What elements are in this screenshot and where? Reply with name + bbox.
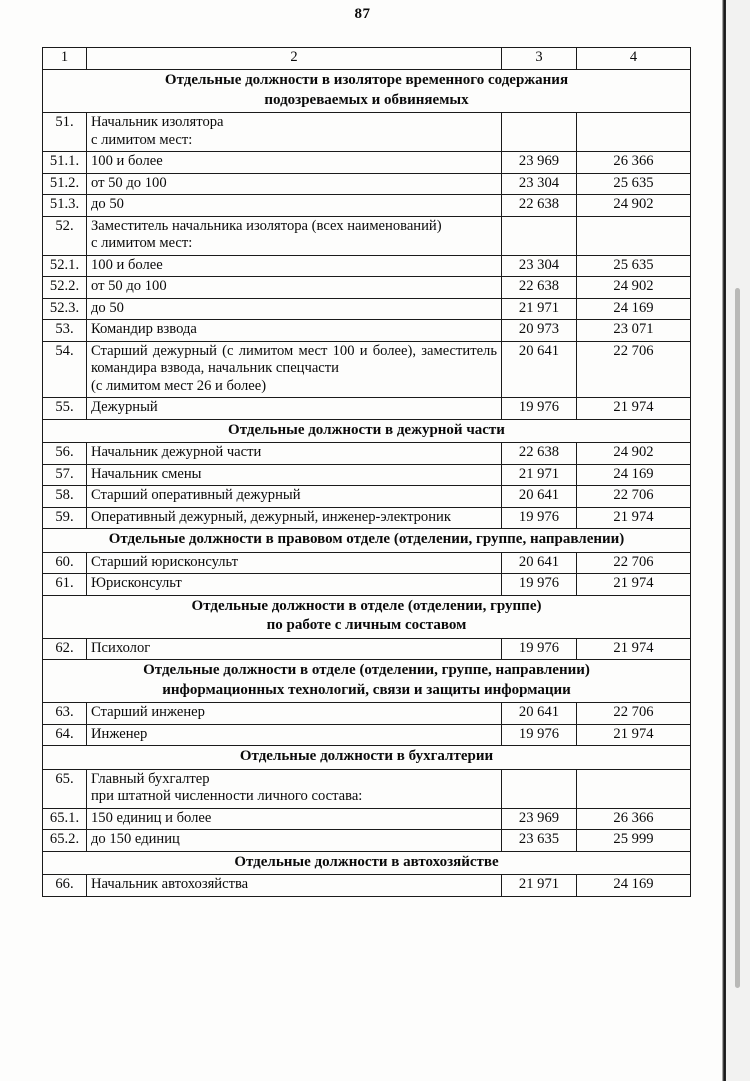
salary-table-body (43, 48, 691, 897)
row-number: 56. (43, 443, 87, 465)
salary-col4: 22 706 (577, 552, 691, 574)
position-title (87, 464, 502, 486)
position-title (87, 298, 502, 320)
position-title-line: 100 и более (91, 153, 163, 169)
salary-col4: 24 902 (577, 277, 691, 299)
section-header-row (43, 529, 691, 553)
position-title-line: 100 и более (91, 256, 163, 273)
section-header-row (43, 595, 691, 638)
salary-col3: 21 971 (502, 464, 577, 486)
position-title-line: Психолог (91, 639, 151, 656)
section-header-line: по работе с личным составом (266, 617, 467, 633)
salary-col4: 21 974 (577, 638, 691, 660)
position-title-line: Юрисконсульт (91, 575, 182, 591)
table-row (43, 113, 691, 152)
salary-col3: 19 976 (502, 724, 577, 746)
section-header-line: подозреваемых и обвиняемых (264, 91, 469, 108)
salary-col3 (502, 216, 577, 255)
table-row (43, 216, 691, 255)
row-number: 51.2. (43, 173, 87, 195)
position-title-line: Дежурный (91, 399, 158, 415)
salary-col4: 23 071 (577, 320, 691, 342)
salary-col3: 20 641 (502, 341, 577, 398)
salary-col3: 22 638 (502, 443, 577, 465)
section-header-text (43, 70, 691, 113)
salary-col4: 21 974 (577, 724, 691, 746)
section-header-line: Отдельные должности в автохозяйстве (234, 853, 499, 870)
row-number: 53. (43, 320, 87, 342)
position-title-line: Оперативный дежурный, дежурный, инженер-электроник (91, 508, 451, 525)
salary-col3: 19 976 (502, 574, 577, 596)
section-header-text (43, 419, 691, 443)
row-number: 51. (43, 113, 87, 152)
salary-col4: 25 635 (577, 255, 691, 277)
section-header-line: Отдельные должности в изоляторе временного содержания (164, 72, 569, 88)
section-header-line: информационных технологий, связи и защиты информации (162, 681, 571, 698)
section-header-row (43, 851, 691, 875)
position-title-line: Инженер (91, 725, 148, 742)
salary-col4: 24 169 (577, 298, 691, 320)
position-title-line: при штатной численности личного состава: (91, 788, 363, 804)
row-number: 51.1. (43, 152, 87, 174)
position-title-line: Начальник дежурной части (91, 444, 262, 460)
table-row (43, 507, 691, 529)
table-row (43, 724, 691, 746)
salary-col4: 22 706 (577, 486, 691, 508)
salary-col4: 21 974 (577, 574, 691, 596)
salary-col3: 23 304 (502, 255, 577, 277)
salary-table (42, 47, 691, 897)
position-title-line: Заместитель начальника изолятора (всех наименований) (91, 217, 442, 234)
position-title (87, 255, 502, 277)
position-title (87, 216, 502, 255)
position-title-line: Начальник смены (91, 465, 202, 482)
row-number: 63. (43, 703, 87, 725)
row-number: 65.2. (43, 830, 87, 852)
table-row (43, 298, 691, 320)
salary-col3: 19 976 (502, 398, 577, 420)
column-number-2: 2 (87, 48, 502, 70)
position-title-line: Старший инженер (91, 704, 205, 720)
position-title (87, 443, 502, 465)
table-row (43, 341, 691, 398)
position-title (87, 341, 502, 398)
table-column-number-row (43, 48, 691, 70)
table-row (43, 398, 691, 420)
position-title (87, 724, 502, 746)
position-title-line: Начальник автохозяйства (91, 876, 249, 892)
column-number-3: 3 (502, 48, 577, 70)
salary-col4: 24 169 (577, 875, 691, 897)
salary-col3: 20 641 (502, 552, 577, 574)
section-header-row (43, 660, 691, 703)
scan-edge-artifact (722, 0, 726, 1081)
salary-col3: 19 976 (502, 638, 577, 660)
section-header-line: Отдельные должности в бухгалтерии (239, 748, 494, 764)
section-header-text (43, 746, 691, 770)
row-number: 66. (43, 875, 87, 897)
row-number: 65.1. (43, 808, 87, 830)
salary-col3: 23 969 (502, 152, 577, 174)
position-title (87, 875, 502, 897)
salary-col4: 21 974 (577, 398, 691, 420)
position-title (87, 638, 502, 660)
row-number: 57. (43, 464, 87, 486)
salary-col3: 22 638 (502, 195, 577, 217)
table-row (43, 443, 691, 465)
section-header-line: Отдельные должности в дежурной части (228, 421, 505, 438)
position-title-line: до 50 (91, 299, 124, 316)
position-title (87, 830, 502, 852)
position-title (87, 398, 502, 420)
row-number: 52. (43, 216, 87, 255)
salary-col3 (502, 769, 577, 808)
salary-col4: 24 169 (577, 464, 691, 486)
salary-col4: 24 902 (577, 195, 691, 217)
position-title-line: Старший юрисконсульт (91, 553, 239, 570)
salary-col3: 21 971 (502, 875, 577, 897)
position-title-line: Старший дежурный (с лимитом мест 100 и более), заместитель командира взвода, начальник спецчасти (91, 342, 497, 376)
salary-col3: 21 971 (502, 298, 577, 320)
position-title-line: от 50 до 100 (91, 174, 167, 191)
position-title-line: 150 единиц и более (91, 809, 212, 826)
position-title (87, 152, 502, 174)
row-number: 62. (43, 638, 87, 660)
salary-col4 (577, 113, 691, 152)
section-header-line: Отдельные должности в правовом отделе (отделении, группе, направлении) (108, 531, 625, 547)
salary-col3: 20 641 (502, 486, 577, 508)
section-header-text (43, 660, 691, 703)
table-row (43, 486, 691, 508)
position-title-line: до 50 (91, 196, 124, 212)
salary-col3: 19 976 (502, 507, 577, 529)
table-row (43, 277, 691, 299)
position-title-line: с лимитом мест: (91, 235, 193, 251)
salary-col4: 24 902 (577, 443, 691, 465)
column-number-4: 4 (577, 48, 691, 70)
position-title (87, 703, 502, 725)
table-row (43, 552, 691, 574)
row-number: 52.3. (43, 298, 87, 320)
position-title-line: Главный бухгалтер (91, 770, 210, 787)
position-title (87, 769, 502, 808)
row-number: 61. (43, 574, 87, 596)
table-row (43, 173, 691, 195)
table-row (43, 769, 691, 808)
salary-col4: 22 706 (577, 341, 691, 398)
position-title (87, 173, 502, 195)
table-row (43, 464, 691, 486)
position-title-line: Начальник изолятора (91, 114, 224, 130)
salary-col3: 23 635 (502, 830, 577, 852)
position-title (87, 277, 502, 299)
salary-col4: 22 706 (577, 703, 691, 725)
position-title-line: с лимитом мест: (91, 131, 193, 148)
salary-col4: 25 999 (577, 830, 691, 852)
position-title (87, 507, 502, 529)
position-title (87, 113, 502, 152)
salary-col4: 21 974 (577, 507, 691, 529)
section-header-line: Отдельные должности в отделе (отделении, группе) (191, 597, 542, 614)
table-row (43, 574, 691, 596)
table-row (43, 255, 691, 277)
salary-col3: 20 973 (502, 320, 577, 342)
row-number: 52.1. (43, 255, 87, 277)
position-title-line: до 150 единиц (91, 831, 180, 847)
table-row (43, 808, 691, 830)
scan-margin-mark (735, 288, 740, 988)
section-header-text (43, 595, 691, 638)
row-number: 52.2. (43, 277, 87, 299)
row-number: 55. (43, 398, 87, 420)
position-title-line: от 50 до 100 (91, 278, 167, 294)
table-row (43, 195, 691, 217)
salary-col4 (577, 769, 691, 808)
row-number: 58. (43, 486, 87, 508)
position-title (87, 486, 502, 508)
salary-col3 (502, 113, 577, 152)
table-row (43, 152, 691, 174)
page-number: 87 (354, 6, 371, 22)
section-header-text (43, 529, 691, 553)
salary-col3: 20 641 (502, 703, 577, 725)
row-number: 64. (43, 724, 87, 746)
section-header-line: Отдельные должности в отделе (отделении, группе, направлении) (143, 662, 590, 678)
row-number: 59. (43, 507, 87, 529)
salary-col4: 26 366 (577, 808, 691, 830)
salary-col4 (577, 216, 691, 255)
position-title (87, 552, 502, 574)
position-title (87, 320, 502, 342)
table-row (43, 703, 691, 725)
table-row (43, 638, 691, 660)
position-title (87, 574, 502, 596)
row-number: 51.3. (43, 195, 87, 217)
salary-col3: 22 638 (502, 277, 577, 299)
row-number: 65. (43, 769, 87, 808)
position-title-line: Командир взвода (91, 321, 197, 337)
section-header-row (43, 70, 691, 113)
salary-col4: 26 366 (577, 152, 691, 174)
position-title-line: (с лимитом мест 26 и более) (91, 377, 267, 394)
position-title-line: Старший оперативный дежурный (91, 487, 301, 503)
position-title (87, 195, 502, 217)
table-row (43, 875, 691, 897)
salary-table-container (42, 47, 690, 897)
row-number: 60. (43, 552, 87, 574)
table-row (43, 320, 691, 342)
section-header-text (43, 851, 691, 875)
row-number: 54. (43, 341, 87, 398)
table-row (43, 830, 691, 852)
section-header-row (43, 419, 691, 443)
salary-col3: 23 969 (502, 808, 577, 830)
salary-col3: 23 304 (502, 173, 577, 195)
salary-col4: 25 635 (577, 173, 691, 195)
section-header-row (43, 746, 691, 770)
column-number-1: 1 (43, 48, 87, 70)
position-title (87, 808, 502, 830)
